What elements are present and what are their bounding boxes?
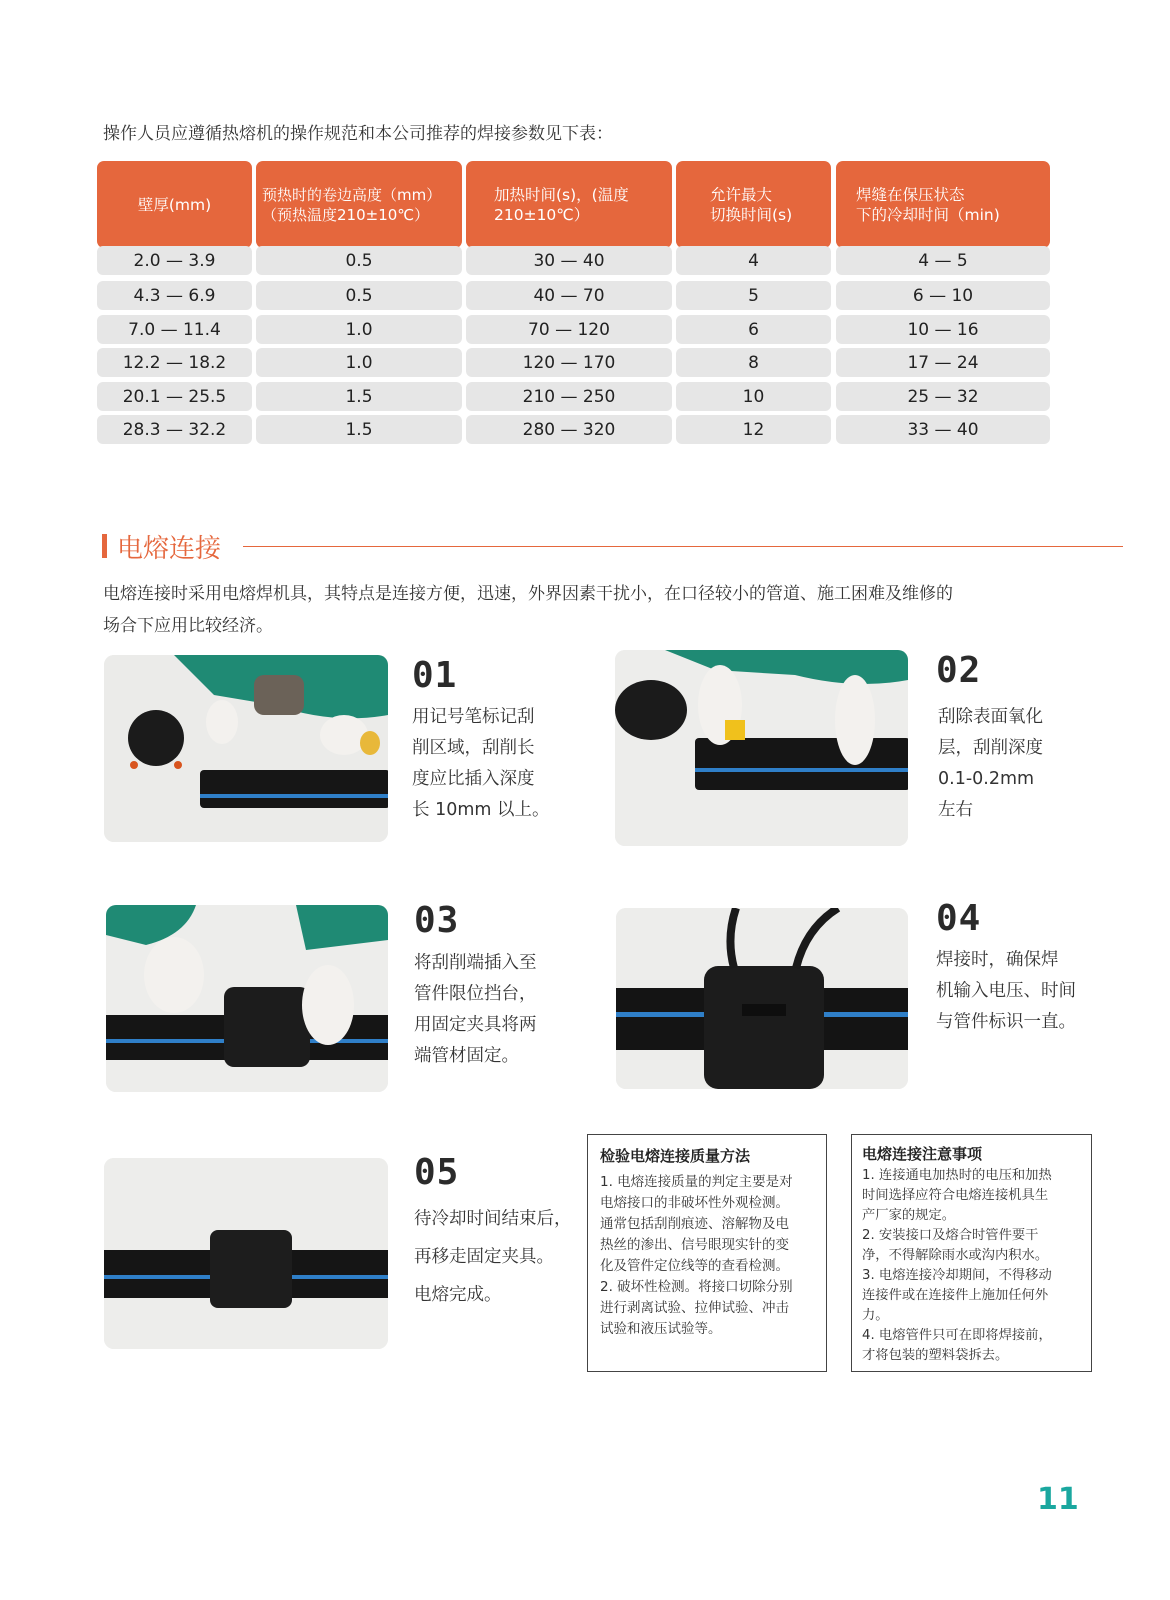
step-number-03: 03: [414, 900, 460, 941]
table-cell: 4: [676, 246, 831, 275]
box1-line: 通常包括刮削痕迹、溶解物及电: [600, 1216, 789, 1232]
photo-step-04: [616, 908, 908, 1089]
box2-line: 产厂家的规定。: [862, 1208, 956, 1223]
box1-line: 化及管件定位线等的查看检测。: [600, 1258, 789, 1274]
box2-line: 4. 电熔管件只可在即将焊接前，: [862, 1328, 1052, 1343]
box2-line: 力。: [862, 1308, 889, 1323]
step-number-04: 04: [936, 898, 982, 939]
table-cell: 1.0: [256, 348, 462, 377]
header-heating-time: 加热时间(s)，(温度 210±10℃）: [466, 161, 672, 248]
table-cell: 4.3 — 6.9: [97, 281, 252, 310]
box2-line: 3. 电熔连接冷却期间，不得移动: [862, 1268, 1052, 1283]
quality-inspection-box: [587, 1134, 827, 1372]
header-bead-height: 预热时的卷边高度（mm） （预热温度210±10℃）: [256, 161, 462, 248]
table-cell: 10 — 16: [836, 315, 1050, 344]
header-cooling-time: 焊缝在保压状态 下的冷却时间（min): [836, 161, 1050, 248]
photo-step-01: [104, 655, 388, 842]
table-cell: 0.5: [256, 246, 462, 275]
table-cell: 2.0 — 3.9: [97, 246, 252, 275]
table-cell: 6: [676, 315, 831, 344]
box1-line: 热丝的渗出、信号眼现实针的变: [600, 1237, 789, 1253]
box1-line: 1. 电熔连接质量的判定主要是对: [600, 1174, 793, 1190]
header-wall-thickness: 壁厚(mm): [97, 161, 252, 248]
box2-line: 才将包装的塑料袋拆去。: [862, 1348, 1009, 1363]
step-number-01: 01: [412, 655, 458, 696]
step-text-01: 用记号笔标记刮 削区域，刮削长 度应比插入深度 长 10mm 以上。: [412, 707, 550, 820]
table-cell: 25 — 32: [836, 382, 1050, 411]
table-cell: 5: [676, 281, 831, 310]
box2-line: 连接件或在连接件上施加任何外: [862, 1288, 1049, 1303]
step-number-02: 02: [936, 650, 982, 691]
box2-line: 净，不得解除雨水或沟内积水。: [862, 1248, 1049, 1263]
table-cell: 12: [676, 415, 831, 444]
section-divider: [243, 546, 1123, 547]
table-cell: 1.0: [256, 315, 462, 344]
header-switch-time: 允许最大 切换时间(s): [676, 161, 831, 248]
box2-line: 1. 连接通电加热时的电压和加热: [862, 1168, 1052, 1183]
step-text-03: 将刮削端插入至 管件限位挡台， 用固定夹具将两 端管材固定。: [414, 953, 537, 1066]
step-text-05: 待冷却时间结束后， 再移走固定夹具。 电熔完成。: [414, 1209, 572, 1305]
table-cell: 120 — 170: [466, 348, 672, 377]
box2-line: 2. 安装接口及熔合时管件要干: [862, 1228, 1039, 1243]
step-number-05: 05: [414, 1152, 460, 1193]
box1-line: 进行剥离试验、拉伸试验、冲击: [600, 1300, 789, 1316]
step-text-02: 刮除表面氧化 层，刮削深度 0.1-0.2mm 左右: [938, 707, 1043, 820]
table-cell: 40 — 70: [466, 281, 672, 310]
table-cell: 70 — 120: [466, 315, 672, 344]
table-cell: 20.1 — 25.5: [97, 382, 252, 411]
step-text-04: 焊接时，确保焊 机输入电压、时间 与管件标识一直。: [936, 950, 1076, 1032]
table-cell: 10: [676, 382, 831, 411]
table-cell: 210 — 250: [466, 382, 672, 411]
photo-step-03: [106, 905, 388, 1092]
photo-step-02: [615, 650, 908, 846]
table-cell: 4 — 5: [836, 246, 1050, 275]
table-cell: 280 — 320: [466, 415, 672, 444]
photo-step-05: [104, 1158, 388, 1349]
page-number: 11: [1037, 1482, 1079, 1517]
table-cell: 1.5: [256, 382, 462, 411]
table-cell: 28.3 — 32.2: [97, 415, 252, 444]
section-title: 电熔连接: [117, 534, 222, 564]
table-cell: 1.5: [256, 415, 462, 444]
table-cell: 33 — 40: [836, 415, 1050, 444]
box1-line: 2. 破坏性检测。将接口切除分别: [600, 1279, 793, 1295]
intro-text: 操作人员应遵循热熔机的操作规范和本公司推荐的焊接参数见下表：: [103, 124, 613, 144]
box1-line: 电熔接口的非破坏性外观检测。: [600, 1195, 789, 1211]
table-cell: 12.2 — 18.2: [97, 348, 252, 377]
quality-inspection-title: 检验电熔连接质量方法: [600, 1147, 751, 1165]
precautions-box: [851, 1134, 1092, 1372]
precautions-title: 电熔连接注意事项: [862, 1145, 983, 1163]
table-cell: 17 — 24: [836, 348, 1050, 377]
table-cell: 8: [676, 348, 831, 377]
section-marker: [102, 534, 107, 558]
table-cell: 30 — 40: [466, 246, 672, 275]
box1-line: 试验和液压试验等。: [600, 1321, 722, 1337]
section-description: 电熔连接时采用电熔焊机具，其特点是连接方便，迅速，外界因素干扰小，在口径较小的管道、施工困难及维修的 场合下应用比较经济。: [103, 584, 953, 636]
box2-line: 时间选择应符合电熔连接机具生: [862, 1188, 1049, 1203]
table-cell: 0.5: [256, 281, 462, 310]
table-cell: 6 — 10: [836, 281, 1050, 310]
table-cell: 7.0 — 11.4: [97, 315, 252, 344]
